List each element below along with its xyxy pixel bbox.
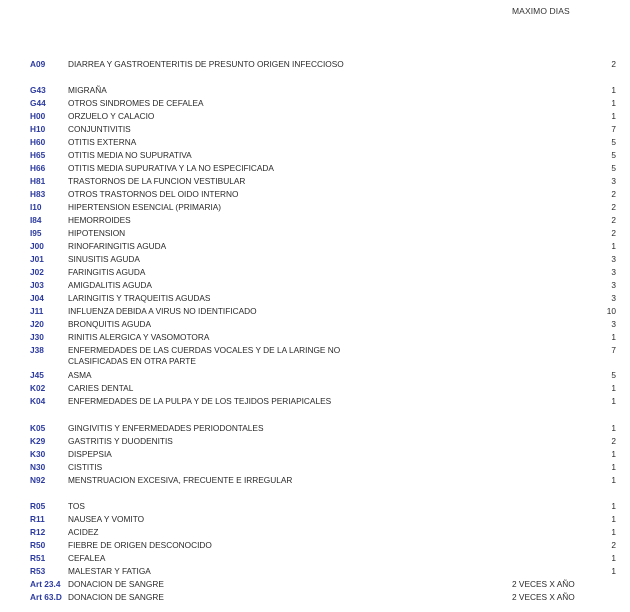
diagnosis-description: SINUSITIS AGUDA [68, 254, 140, 264]
diagnosis-description: CONJUNTIVITIS [68, 124, 131, 134]
diagnosis-code: J04 [30, 293, 44, 303]
max-days-value: 1 [611, 396, 616, 406]
table-row [0, 85, 630, 96]
diagnosis-code: R53 [30, 566, 46, 576]
max-days-value: 1 [611, 449, 616, 459]
diagnosis-description: GASTRITIS Y DUODENITIS [68, 436, 173, 446]
max-days-value: 5 [611, 163, 616, 173]
diagnosis-code: H60 [30, 137, 46, 147]
table-row [0, 449, 630, 460]
diagnosis-description: MIGRAÑA [68, 85, 107, 95]
diagnosis-description: AMIGDALITIS AGUDA [68, 280, 152, 290]
table-row [0, 163, 630, 174]
max-days-value: 1 [611, 462, 616, 472]
max-days-value: 3 [611, 176, 616, 186]
diagnosis-description: INFLUENZA DEBIDA A VIRUS NO IDENTIFICADO [68, 306, 257, 316]
max-days-value: 2 VECES X AÑO [512, 579, 575, 589]
diagnosis-code: J01 [30, 254, 44, 264]
diagnosis-code: K30 [30, 449, 46, 459]
max-days-value: 1 [611, 332, 616, 342]
table-row [0, 176, 630, 187]
diagnosis-description: DONACION DE SANGRE [68, 592, 164, 602]
table-row [0, 150, 630, 161]
diagnosis-description: ORZUELO Y CALACIO [68, 111, 155, 121]
table-row [0, 124, 630, 135]
table-row [0, 189, 630, 200]
max-days-value: 3 [611, 267, 616, 277]
table-row [0, 592, 630, 603]
table-row [0, 566, 630, 577]
table-row [0, 436, 630, 447]
diagnosis-code: R50 [30, 540, 46, 550]
table-row [0, 501, 630, 512]
max-days-value: 5 [611, 137, 616, 147]
diagnosis-code: J02 [30, 267, 44, 277]
max-days-value: 1 [611, 553, 616, 563]
max-days-value: 3 [611, 254, 616, 264]
table-row [0, 98, 630, 109]
diagnosis-description: GINGIVITIS Y ENFERMEDADES PERIODONTALES [68, 423, 264, 433]
max-days-value: 1 [611, 475, 616, 485]
diagnosis-code: N92 [30, 475, 46, 485]
diagnosis-code: J03 [30, 280, 44, 290]
diagnosis-code: H83 [30, 189, 46, 199]
max-days-value: 1 [611, 527, 616, 537]
table-row [0, 215, 630, 226]
table-row [0, 579, 630, 590]
diagnosis-code: J45 [30, 370, 44, 380]
diagnosis-description: RINOFARINGITIS AGUDA [68, 241, 167, 251]
diagnosis-description: BRONQUITIS AGUDA [68, 319, 151, 329]
max-days-value: 1 [611, 111, 616, 121]
diagnosis-code: N30 [30, 462, 46, 472]
diagnosis-description: OTITIS MEDIA SUPURATIVA Y LA NO ESPECIFICADA [68, 163, 274, 173]
diagnosis-code: R05 [30, 501, 46, 511]
diagnosis-description: OTITIS EXTERNA [68, 137, 137, 147]
table-row [0, 267, 630, 278]
diagnosis-description: NAUSEA Y VOMITO [68, 514, 145, 524]
max-days-value: 5 [611, 150, 616, 160]
diagnosis-description: OTROS TRASTORNOS DEL OIDO INTERNO [68, 189, 239, 199]
max-days-value: 5 [611, 370, 616, 380]
max-days-value: 1 [611, 383, 616, 393]
table-row [0, 228, 630, 239]
max-days-value: 1 [611, 501, 616, 511]
diagnosis-code: K02 [30, 383, 46, 393]
max-days-value: 7 [611, 345, 616, 355]
diagnosis-description: DIARREA Y GASTROENTERITIS DE PRESUNTO ORIGEN INFECCIOSO [68, 59, 344, 69]
diagnosis-description: CARIES DENTAL [68, 383, 134, 393]
table-row [0, 241, 630, 252]
max-days-value: 1 [611, 98, 616, 108]
table-row [0, 111, 630, 122]
max-days-value: 1 [611, 514, 616, 524]
diagnosis-description: CEFALEA [68, 553, 106, 563]
diagnosis-description: DISPEPSIA [68, 449, 112, 459]
diagnosis-code: R11 [30, 514, 45, 524]
table-row [0, 475, 630, 486]
max-days-value: 1 [611, 566, 616, 576]
max-days-value: 1 [611, 423, 616, 433]
diagnosis-description: HIPERTENSION ESENCIAL (PRIMARIA) [68, 202, 222, 212]
table-row [0, 553, 630, 564]
table-row [0, 462, 630, 473]
max-days-value: 3 [611, 319, 616, 329]
table-row [0, 423, 630, 434]
table-row [0, 370, 630, 381]
diagnosis-description: RINITIS ALERGICA Y VASOMOTORA [68, 332, 210, 342]
diagnosis-code: G43 [30, 85, 46, 95]
table-row [0, 202, 630, 213]
max-days-value: 3 [611, 293, 616, 303]
diagnosis-code: H00 [30, 111, 46, 121]
diagnosis-description: ACIDEZ [68, 527, 99, 537]
diagnosis-description: ENFERMEDADES DE LA PULPA Y DE LOS TEJIDOS PERIAPICALES [68, 396, 332, 406]
max-days-value: 2 VECES X AÑO [512, 592, 575, 602]
diagnosis-code: J30 [30, 332, 44, 342]
diagnosis-description: DONACION DE SANGRE [68, 579, 164, 589]
max-days-value: 2 [611, 202, 616, 212]
table-row [0, 383, 630, 394]
table-row [0, 59, 630, 70]
diagnosis-code: H10 [30, 124, 46, 134]
diagnosis-code: Art 63.D [30, 592, 62, 602]
diagnosis-description: LARINGITIS Y TRAQUEITIS AGUDAS [68, 293, 211, 303]
diagnosis-code: H66 [30, 163, 46, 173]
diagnosis-description: FARINGITIS AGUDA [68, 267, 146, 277]
diagnosis-code: A09 [30, 59, 46, 69]
max-days-value: 7 [611, 124, 616, 134]
diagnosis-description: MALESTAR Y FATIGA [68, 566, 151, 576]
diagnosis-code: J00 [30, 241, 44, 251]
diagnosis-code: R51 [30, 553, 46, 563]
diagnosis-code: K29 [30, 436, 46, 446]
diagnosis-code: G44 [30, 98, 46, 108]
table-row [0, 332, 630, 343]
max-days-value: 2 [611, 189, 616, 199]
diagnosis-code: H65 [30, 150, 46, 160]
table-row [0, 254, 630, 265]
diagnosis-description: OTROS SINDROMES DE CEFALEA [68, 98, 204, 108]
diagnosis-description: TRASTORNOS DE LA FUNCION VESTIBULAR [68, 176, 246, 186]
diagnosis-description: HIPOTENSION [68, 228, 126, 238]
diagnosis-code: I10 [30, 202, 42, 212]
diagnosis-code: H81 [30, 176, 46, 186]
table-row [0, 540, 630, 551]
table-row [0, 396, 630, 407]
diagnosis-code: I95 [30, 228, 42, 238]
max-days-value: 10 [606, 306, 616, 316]
diagnosis-description: TOS [68, 501, 85, 511]
max-days-value: 1 [611, 85, 616, 95]
table-row [0, 527, 630, 538]
diagnosis-code: K04 [30, 396, 46, 406]
table-row [0, 280, 630, 291]
diagnosis-code: J11 [30, 306, 44, 316]
diagnosis-description: OTITIS MEDIA NO SUPURATIVA [68, 150, 192, 160]
max-days-value: 2 [611, 228, 616, 238]
table-row [0, 345, 630, 366]
diagnosis-code: Art 23.4 [30, 579, 61, 589]
diagnosis-description-continued: CLASIFICADAS EN OTRA PARTE [68, 356, 196, 366]
table-row [0, 514, 630, 525]
max-days-value: 2 [611, 436, 616, 446]
diagnosis-description: CISTITIS [68, 462, 103, 472]
max-days-value: 1 [611, 241, 616, 251]
table-row [0, 293, 630, 304]
max-days-value: 3 [611, 280, 616, 290]
table-row [0, 137, 630, 148]
diagnosis-code: I84 [30, 215, 42, 225]
table-row [0, 306, 630, 317]
diagnosis-description: FIEBRE DE ORIGEN DESCONOCIDO [68, 540, 212, 550]
diagnosis-description: ASMA [68, 370, 92, 380]
diagnosis-description: MENSTRUACION EXCESIVA, FRECUENTE E IRREGULAR [68, 475, 293, 485]
diagnosis-description: HEMORROIDES [68, 215, 131, 225]
diagnosis-code: R12 [30, 527, 46, 537]
max-days-value: 2 [611, 59, 616, 69]
diagnosis-code: J38 [30, 345, 44, 355]
diagnosis-code: J20 [30, 319, 44, 329]
diagnosis-description: ENFERMEDADES DE LAS CUERDAS VOCALES Y DE LA LARINGE NO [68, 345, 341, 355]
max-days-header: MAXIMO DIAS [512, 6, 570, 16]
table-row [0, 319, 630, 330]
max-days-value: 2 [611, 540, 616, 550]
max-days-value: 2 [611, 215, 616, 225]
diagnosis-code: K05 [30, 423, 46, 433]
